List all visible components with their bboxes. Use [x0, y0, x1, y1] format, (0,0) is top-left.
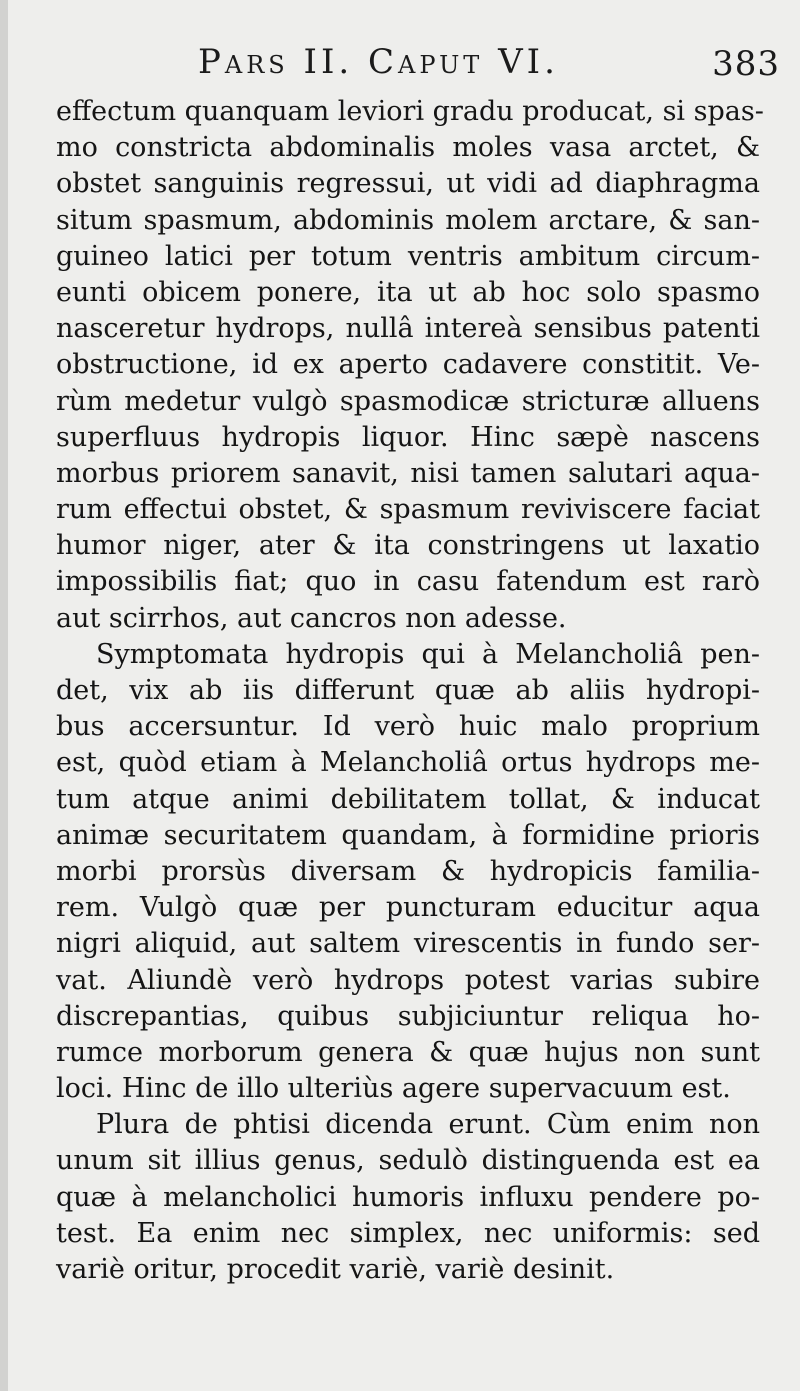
text-line: det, vix ab iis differunt quæ ab aliis hydropi- [56, 675, 760, 706]
text-line: Symptomata hydropis qui à Melancholiâ pen- [96, 638, 760, 670]
text-line: test. Ea enim nec simplex, nec uniformis: sed [56, 1217, 760, 1249]
text-line: effectum quanquam leviori gradu producat, si spas- [56, 96, 764, 127]
text-line: morbi prorsùs diversam & hydropicis familia- [56, 855, 760, 887]
paragraph-2 [56, 637, 760, 1107]
body-text [56, 94, 764, 1288]
text-line: humor niger, ater & ita constringens ut laxatio [56, 530, 760, 562]
text-line: obstet sanguinis regressui, ut vidi ad diaphragma [56, 168, 760, 200]
text-line: nigri aliquid, aut saltem virescentis in fundo ser- [56, 928, 760, 960]
text-line: mo constricta abdominalis moles vasa arctet, & [56, 132, 760, 164]
page-number: 383 [712, 44, 780, 84]
text-line: variè oritur, procedit variè, variè desinit. [56, 1254, 615, 1285]
page-header [198, 42, 780, 92]
text-line: tum atque animi debilitatem tollat, & inducat [56, 783, 760, 815]
text-line: vat. Aliundè verò hydrops potest varias subire [56, 964, 760, 996]
text-line: quæ à melancholici humoris influxu pendere po- [56, 1181, 760, 1213]
text-line: obstructione, id ex aperto cadavere constitit. Ve- [56, 349, 760, 381]
text-line: est, quòd etiam à Melancholiâ ortus hydrops me- [56, 747, 760, 779]
text-line: unum sit illius genus, sedulò distinguenda est ea [56, 1145, 760, 1177]
running-head: Pars II. Caput VI. [198, 42, 559, 82]
text-line: situm spasmum, abdominis molem arctare, & san- [56, 204, 760, 236]
paragraph-1 [56, 94, 764, 637]
text-line: impossibilis fiat; quo in casu fatendum est rarò [56, 566, 760, 598]
text-line: discrepantias, quibus subjiciuntur reliqua ho- [56, 1000, 760, 1032]
text-line: morbus priorem sanavit, nisi tamen salutari aqua- [56, 457, 760, 489]
text-line: rum effectui obstet, & spasmum reviviscere faciat [56, 494, 760, 526]
text-line: rùm medetur vulgò spasmodicæ stricturæ alluens [56, 385, 760, 417]
text-line: aut scirrhos, aut cancros non adesse. [56, 602, 567, 634]
text-line: guineo latici per totum ventris ambitum circum- [56, 240, 760, 272]
text-line: eunti obicem ponere, ita ut ab hoc solo spasmo [56, 276, 760, 308]
text-line: bus accersuntur. Id verò huic malo proprium [56, 711, 760, 743]
text-line: animæ securitatem quandam, à formidine prioris [56, 819, 760, 851]
text-line: rumce morborum genera & quæ hujus non sunt [56, 1036, 760, 1068]
text-line: Plura de phtisi dicenda erunt. Cùm enim non [96, 1109, 760, 1141]
text-line: superfluus hydropis liquor. Hinc sæpè nascens [56, 421, 760, 453]
text-line: rem. Vulgò quæ per puncturam educitur aqua [56, 892, 760, 924]
text-line: loci. Hinc de illo ulteriùs agere supervacuum est. [56, 1073, 731, 1105]
paragraph-3 [56, 1107, 760, 1288]
text-line: nasceretur hydrops, nullâ intereà sensibus patenti [56, 313, 760, 345]
